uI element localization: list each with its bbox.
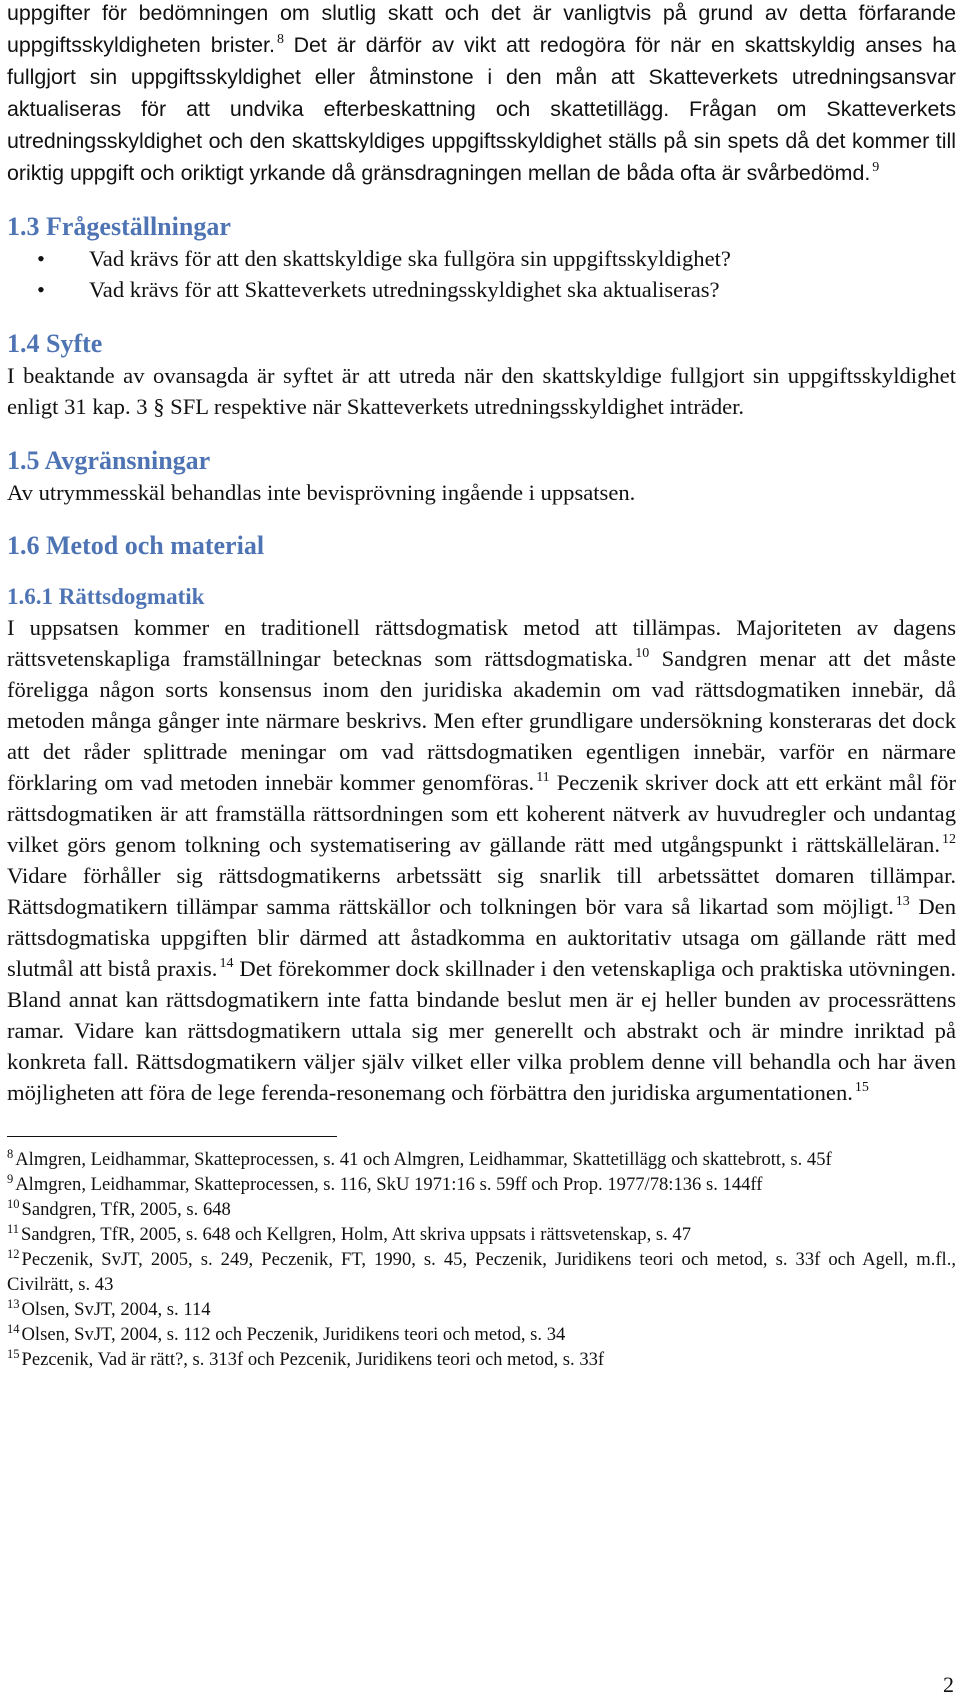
footnote-number: 12 [7,1247,20,1261]
footnote-text: Sandgren, TfR, 2005, s. 648 [21,1199,231,1220]
section-heading-1-3: 1.3 Frågeställningar [7,212,231,241]
footnote [7,1172,956,1197]
method-text-6: Det förekommer dock skillnader i den vetenskapliga och praktiska utövningen. Bland annat kan rättsdogmatikern inte fatta bindande beslut men är ej heller bunden av processrättens ramar. Vidare kan rättsdogmatikern uttala sig mer generellt och abstrakt och är mindre inriktad på konkreta fall. Rättsdogmatikern väljer själv vilket eller vilka problem denne vill behandla och har även möjligheten att föra de lege ferenda-resonemang och förbättra den juridiska argumentationen. [7,956,956,1105]
footnote-number: 15 [7,1347,20,1361]
footnote-ref-11[interactable]: 11 [536,770,550,785]
footnote-text: Pezcenik, Vad är rätt?, s. 313f och Pezcenik, Juridikens teori och metod, s. 33f [21,1349,605,1370]
intro-paragraph [7,0,956,189]
list-item [7,243,956,274]
footnote [7,1347,956,1372]
intro-text-b: Det är därför av vikt att redogöra för när en skattskyldig anses ha fullgjort sin uppgiftsskyldighet eller åtminstone i den mån att Skatteverkets utredningsansvar aktualiseras för att undvika efterbeskattning och skattetillägg. [7,33,956,121]
footnotes [7,1147,956,1372]
footnote-ref-10[interactable]: 10 [635,646,650,661]
footnote-text: Almgren, Leidhammar, Skatteprocessen, s. 116, SkU 1971:16 s. 59ff och Prop. 1977/78:136 s. 144ff [15,1174,763,1195]
method-text-4: Vidare förhåller sig rättsdogmatikerns arbetssätt sig snarlik till arbetssättet domaren tillämpar. Rättsdogmatikern tillämpar samma rättskällor och tolkningen bör vara så likartad som möjligt. [7,863,956,919]
footnote-text: Olsen, SvJT, 2004, s. 112 och Peczenik, Juridikens teori och metod, s. 34 [21,1324,566,1345]
footnote-ref-8[interactable]: 8 [276,32,284,47]
footnote-text: Olsen, SvJT, 2004, s. 114 [21,1299,211,1320]
footnote [7,1247,956,1297]
method-paragraph [7,612,956,1108]
footnote-number: 11 [7,1222,20,1236]
page-number: 2 [943,1672,954,1697]
method-text-5: Den rättsdogmatiska uppgiften blir därmed att åstadkomma en auktoritativ utsaga om gällande rätt med slutmål att bistå praxis. [7,894,956,981]
footnote-number: 9 [7,1172,14,1186]
section-heading-1-6: 1.6 Metod och material [7,531,265,560]
bullet-icon: • [37,277,45,302]
method-text-2: Sandgren menar att det måste föreligga någon sorts konsensus inom den juridiska akademin om vad rättsdogmatiken innebär, då metoden många gånger inte närmare beskrivs. Men efter grundligare undersökning konsteraras det dock att det råder splittrade meningar om vad rättsdogmatiken egentligen innebär, varför en närmare förklaring om vad metoden innebär kommer genomföras. [7,646,956,795]
footnote-separator [7,1136,337,1137]
list-item-text: Vad krävs för att Skatteverkets utredningsskyldighet ska aktualiseras? [89,277,720,302]
footnote [7,1147,956,1172]
footnote-number: 10 [7,1197,20,1211]
delimitations-paragraph: Av utrymmesskäl behandlas inte bevisprövning ingående i uppsatsen. [7,480,636,505]
footnote-number: 8 [7,1147,14,1161]
footnote-ref-9[interactable]: 9 [872,160,880,175]
footnote-text: Peczenik, SvJT, 2005, s. 249, Peczenik, FT, 1990, s. 45, Peczenik, Juridikens teori och metod, s. 33f och Agell, m.fl., Civilrätt, s. 43 [7,1249,956,1295]
list-item [7,274,956,305]
footnote-text: Almgren, Leidhammar, Skatteprocessen, s. 41 och Almgren, Leidhammar, Skattetillägg och skattebrott, s. 45f [15,1149,832,1170]
footnote [7,1297,956,1322]
footnote-ref-12[interactable]: 12 [942,832,956,847]
subsection-heading-1-6-1: 1.6.1 Rättsdogmatik [7,584,205,609]
bullet-icon: • [37,246,45,271]
footnote-ref-13[interactable]: 13 [895,894,910,909]
intro-text-c: Frågan om Skatteverkets utredningsskyldighet och den skattskyldiges uppgiftsskyldighet ställs på sin spets då det kommer till oriktig uppgift och oriktigt yrkande då gränsdragningen mellan de båda ofta är svårbedömd. [7,97,957,185]
section-heading-1-4: 1.4 Syfte [7,329,103,358]
footnote-number: 13 [7,1297,20,1311]
footnote [7,1222,956,1247]
footnote [7,1322,956,1347]
document-page [7,0,956,1372]
footnote-ref-15[interactable]: 15 [854,1080,869,1095]
footnote-number: 14 [7,1322,20,1336]
footnote-text: Sandgren, TfR, 2005, s. 648 och Kellgren, Holm, Att skriva uppsats i rättsvetenskap, s. 47 [21,1224,692,1245]
purpose-paragraph: I beaktande av ovansagda är syftet är att utreda när den skattskyldige fullgjort sin uppgiftsskyldighet enligt 31 kap. 3 § SFL respektive när Skatteverkets utredningsskyldighet inträder. [7,363,956,419]
research-questions-list [7,243,956,305]
footnote-ref-14[interactable]: 14 [219,956,234,971]
list-item-text: Vad krävs för att den skattskyldige ska fullgöra sin uppgiftsskyldighet? [89,246,731,271]
intro-text-a: uppgifter för bedömningen om slutlig skatt och det är vanligtvis på grund av detta förfarande uppgiftsskyldigheten brister. [7,1,956,57]
method-text-1: I uppsatsen kommer en traditionell rättsdogmatisk metod att tillämpas. Majoriteten av dagens rättsvetenskapliga framställningar betecknas som rättsdogmatiska. [7,615,956,671]
section-heading-1-5: 1.5 Avgränsningar [7,446,211,475]
footnote [7,1197,956,1222]
method-text-3: Peczenik skriver dock att ett erkänt mål för rättsdogmatiken är att framställa rättsordningen som ett koherent nätverk av huvudregler och undantag vilket görs genom tolkning och systematisering av gällande rätt med utgångspunkt i rättskälleläran. [7,770,957,857]
